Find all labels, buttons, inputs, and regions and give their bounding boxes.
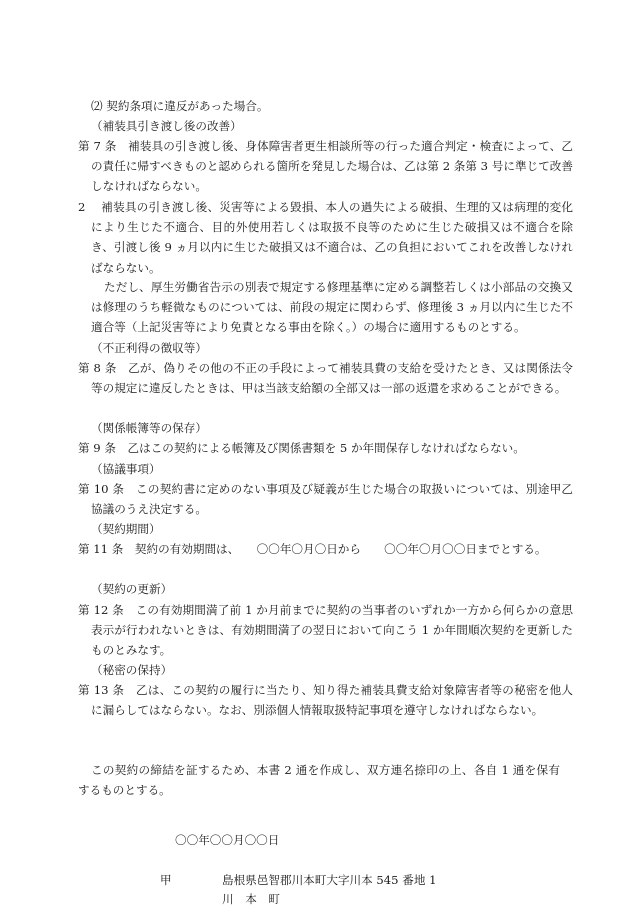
party-ko-address: 島根県邑智郡川本町大字川本 545 番地 1 bbox=[222, 873, 437, 887]
article-10: 第 10 条 この契約書に定めのない事項及び疑義が生じた場合の取扱いについては、別途甲乙協議のうえ決定する。 bbox=[78, 482, 573, 517]
party-ko-label: 甲 bbox=[160, 873, 172, 887]
heading-article-10: （協議事項） bbox=[91, 462, 161, 476]
article-7-paragraph-2: 2 補装具の引き渡し後、災害等による毀損、本人の過失による破損、生理的又は病理的変化により生じた不適合、目的外使用若しくは取扱不良等のために生じた破損又は不適合を除き、引渡し後 9 ヵ月以内に生じた破損又は不適合は、乙の負担においてこれを改善しなければならない。 bbox=[78, 200, 573, 275]
article-11: 第 11 条 契約の有効期間は、 〇〇年〇月〇日から 〇〇年〇月〇〇日までとする。 bbox=[78, 542, 547, 556]
heading-article-7: （補装具引き渡し後の改善） bbox=[91, 119, 242, 133]
article-7: 第 7 条 補装具の引き渡し後、身体障害者更生相談所等の行った適合判定・検査によって、乙の責任に帰すべきものと認められる箇所を発見した場合は、乙は第 2 条第 3 号に準じて改善しなければならない。 bbox=[78, 139, 573, 194]
article-13: 第 13 条 乙は、この契約の履行に当たり、知り得た補装具費支給対象障害者等の秘密を他人に漏らしてはならない。なお、別添個人情報取扱特記事項を遵守しなければならない。 bbox=[78, 683, 573, 718]
contract-date: 〇〇年〇〇月〇〇日 bbox=[175, 833, 280, 847]
heading-article-9: （関係帳簿等の保存） bbox=[91, 421, 207, 435]
clause-item-2: ⑵ 契約条項に違反があった場合。 bbox=[91, 99, 269, 113]
heading-article-11: （契約期間） bbox=[91, 522, 161, 536]
article-9: 第 9 条 乙はこの契約による帳簿及び関係書類を 5 か年間保存しなければならない。 bbox=[78, 441, 525, 455]
article-8: 第 8 条 乙が、偽りその他の不正の手段によって補装具費の支給を受けたとき、又は関係法令等の規定に違反したときは、甲は当該支給額の全部又は一部の返還を求めることができる。 bbox=[78, 361, 573, 396]
article-7-proviso: ただし、厚生労働省告示の別表で規定する修理基準に定める調整若しくは小部品の交換又は修理のうち軽微なものについては、前段の規定に関わらず、修理後 3 ヵ月以内に生じた不適合等（上記災害等により免責となる事由を除く。）の場合に適用するものとする。 bbox=[91, 280, 573, 335]
heading-article-12: （契約の更新） bbox=[91, 582, 173, 596]
heading-article-13: （秘密の保持） bbox=[91, 663, 173, 677]
heading-article-8: （不正利得の徴収等） bbox=[91, 341, 207, 355]
party-ko-name: 川 本 町 bbox=[222, 892, 280, 906]
article-12: 第 12 条 この有効期間満了前 1 か月前までに契約の当事者のいずれか一方から何らかの意思表示が行われないときは、有効期間満了の翌日において向こう 1 か年間順次契約を更新したものとみなす。 bbox=[78, 603, 573, 658]
closing-statement: この契約の締結を証するため、本書 2 通を作成し、双方連名捺印の上、各自 1 通を保有するものとする。 bbox=[78, 763, 560, 798]
